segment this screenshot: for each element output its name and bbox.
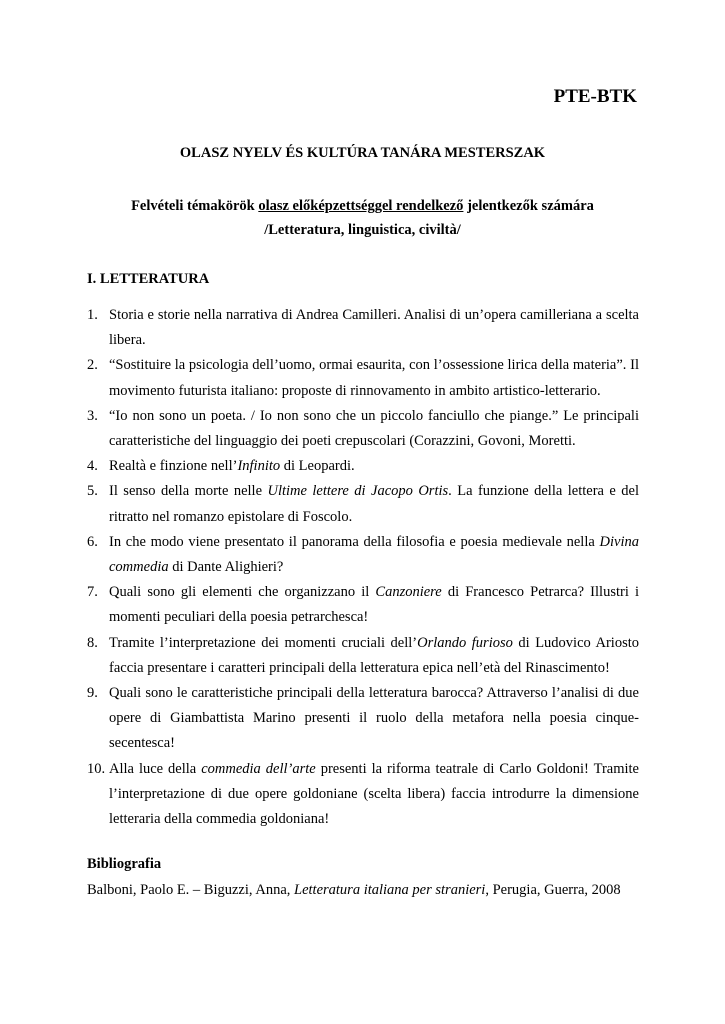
topic-text-part: Il senso della morte nelle (109, 483, 268, 500)
subtitle-line-2: /Letteratura, linguistica, civiltà/ (264, 222, 461, 238)
topic-text-part: “Sostituire la psicologia dell’uomo, ormai esaurita, con l’ossessione lirica della materia”. Il movimento futurista italiano: proposte di rinnovamento in ambito artistico-letterario. (109, 357, 639, 399)
topic-text (109, 483, 639, 524)
topic-text (109, 761, 639, 827)
topic-item (87, 757, 639, 833)
topic-text-part: “Io non sono un poeta. / Io non sono che un piccolo fanciullo che piange.” Le principali caratteristiche del linguaggio dei poeti crepuscolari (Corazzini, Govoni, Moretti. (109, 407, 639, 450)
topic-text-part: Tramite l’interpretazione dei momenti cruciali dell’ (109, 634, 418, 651)
subtitle-underlined: olasz előképzettséggel rendelkező (258, 198, 464, 214)
topic-item (87, 530, 639, 580)
topic-item (87, 580, 639, 630)
topic-number: 7. (87, 584, 98, 601)
topic-text-part: Alla luce della (109, 760, 202, 777)
topic-number: 1. (87, 307, 98, 323)
topic-text-part: di Leopardi. (280, 458, 355, 475)
topic-number: 6. (87, 533, 98, 550)
bibliography-entry-title: Letteratura italiana per stranieri (294, 882, 486, 898)
topic-text-part: Realtà e finzione nell’ (109, 458, 238, 475)
topic-item (87, 631, 639, 681)
bibliography-entry (87, 882, 621, 899)
topic-text-part: Quali sono gli elementi che organizzano il (109, 584, 376, 601)
topic-text-part: di Francesco Petrarca? Illustri i momenti peculiari della poesia petrarchesca! (109, 584, 639, 626)
topic-text-part: presenti la riforma teatrale di Carlo Goldoni! Tramite l’interpretazione di due opere goldoniane (scelta libera) faccia introdurre la dimensione letteraria della commedia goldoniana! (109, 760, 639, 828)
topic-number: 10. (87, 760, 106, 777)
topic-work-title: Ultime lettere di Jacopo Ortis (267, 483, 449, 500)
topic-item (87, 303, 639, 353)
bibliography-heading: Bibliografia (87, 856, 162, 872)
section-heading: I. LETTERATURA (87, 271, 210, 287)
topic-text (109, 408, 639, 449)
topic-text (109, 685, 639, 751)
institution-header: PTE-BTK (553, 86, 637, 107)
topic-item (87, 681, 639, 757)
topic-number: 3. (87, 407, 98, 424)
topic-number: 8. (87, 634, 98, 651)
topic-text (109, 307, 639, 348)
topic-text-part: . La funzione della lettera e del ritratto nel romanzo epistolare di Foscolo. (109, 483, 639, 525)
bibliography-entry-publisher: , Perugia, Guerra, 2008 (485, 882, 621, 898)
topic-work-title: Divina commedia (109, 533, 639, 576)
topic-work-title: Orlando furioso (417, 634, 513, 651)
program-title: OLASZ NYELV ÉS KULTÚRA TANÁRA MESTERSZAK (179, 145, 546, 161)
bibliography-entry-authors: Balboni, Paolo E. – Biguzzi, Anna, (87, 882, 295, 898)
topic-work-title: commedia dell’arte (201, 760, 316, 777)
topic-item (87, 353, 639, 403)
topic-item (87, 454, 639, 479)
topic-number: 2. (87, 357, 98, 374)
document-subtitle (0, 194, 725, 242)
topic-item (87, 479, 639, 529)
topic-work-title: Infinito (237, 458, 281, 475)
topic-text (109, 584, 639, 625)
topic-number: 5. (87, 483, 98, 500)
subtitle-suffix: jelentkezők számára (463, 198, 594, 214)
topic-item (87, 404, 639, 454)
subtitle-prefix: Felvételi témakörök (131, 198, 259, 214)
topic-number: 4. (87, 458, 98, 475)
topic-text (109, 635, 639, 676)
topic-text-part: di Dante Alighieri? (168, 559, 284, 576)
topic-work-title: Canzoniere (375, 584, 442, 601)
subtitle-line-1 (0, 194, 725, 218)
topic-text (109, 357, 639, 398)
topic-text-part: di Ludovico Ariosto faccia presentare i caratteri principali della letteratura epica nell’età del Rinascimento! (109, 634, 639, 676)
topic-text (109, 534, 639, 575)
topic-text (109, 458, 355, 474)
topic-text-part: Quali sono le caratteristiche principali della letteratura barocca? Attraverso l’analisi di due opere di Giambattista Marino presenti il ruolo della metafora nella poesia cinque-secentesca! (109, 685, 639, 752)
topic-text-part: Storia e storie nella narrativa di Andrea Camilleri. Analisi di un’opera camilleriana a scelta libera. (109, 307, 639, 349)
topics-list (87, 303, 639, 832)
topic-text-part: In che modo viene presentato il panorama della filosofia e poesia medievale nella (109, 533, 600, 550)
topic-number: 9. (87, 685, 98, 702)
